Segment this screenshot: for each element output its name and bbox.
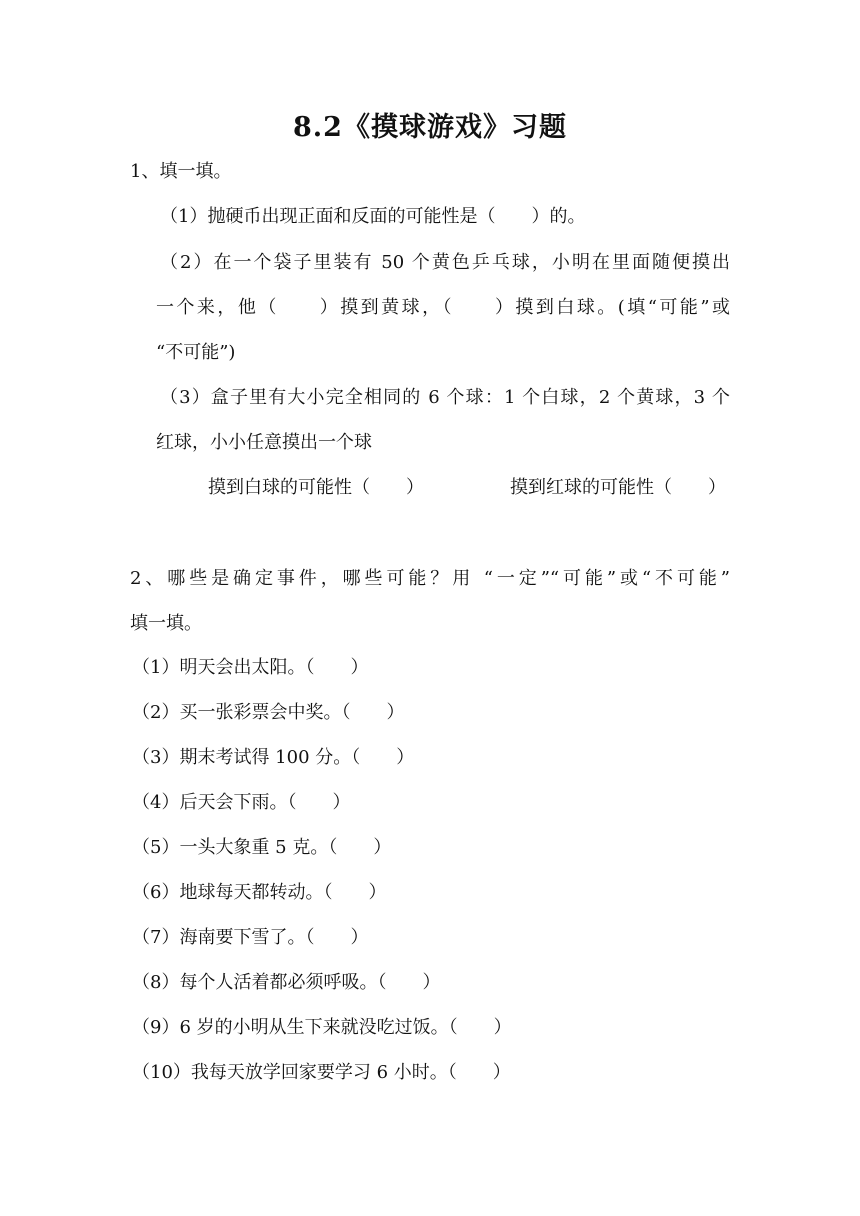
section-2-item-3: （3）期末考试得 100 分。（ ） (132, 747, 415, 768)
section-2-item-9: （9）6 岁的小明从生下来就没吃过饭。（ ） (132, 1017, 512, 1038)
section-2-item-8: （8）每个人活着都必须呼吸。（ ） (132, 972, 441, 993)
section-2-item-10: （10）我每天放学回家要学习 6 小时。（ ） (132, 1062, 511, 1083)
section-1-heading: 1、填一填。 (130, 161, 232, 182)
section-2-item-5: （5）一头大象重 5 克。（ ） (132, 837, 392, 858)
section-2-item-7: （7）海南要下雪了。（ ） (132, 927, 369, 948)
question-1-3-line-1: （3）盒子里有大小完全相同的 6 个球：1 个白球，2 个黄球，3 个 (160, 387, 730, 408)
white-ball-probability: 摸到白球的可能性（ ） (208, 477, 424, 498)
question-1-2-line-2: 一个来，他（ ）摸到黄球，（ ）摸到白球。(填“可能”或 (156, 297, 730, 318)
red-ball-probability: 摸到红球的可能性（ ） (510, 477, 726, 498)
section-2-heading-line-2: 填一填。 (130, 613, 202, 634)
question-1-2-line-1: （2）在一个袋子里装有 50 个黄色乒乓球，小明在里面随便摸出 (160, 252, 730, 273)
section-2-item-2: （2）买一张彩票会中奖。（ ） (132, 702, 405, 723)
question-1-1: （1）抛硬币出现正面和反面的可能性是（ ）的。 (160, 206, 586, 227)
section-2-item-1: （1）明天会出太阳。（ ） (132, 657, 369, 678)
page-title: 8.2《摸球游戏》习题 (293, 112, 567, 143)
section-2-item-4: （4）后天会下雨。（ ） (132, 792, 351, 813)
section-2-item-6: （6）地球每天都转动。（ ） (132, 882, 387, 903)
question-1-2-line-3: “不可能”) (156, 342, 236, 363)
section-2-heading-line-1: 2、哪些是确定事件，哪些可能？用 “一定”“可能”或“不可能” (130, 568, 730, 589)
question-1-3-line-2: 红球，小小任意摸出一个球 (156, 432, 372, 453)
